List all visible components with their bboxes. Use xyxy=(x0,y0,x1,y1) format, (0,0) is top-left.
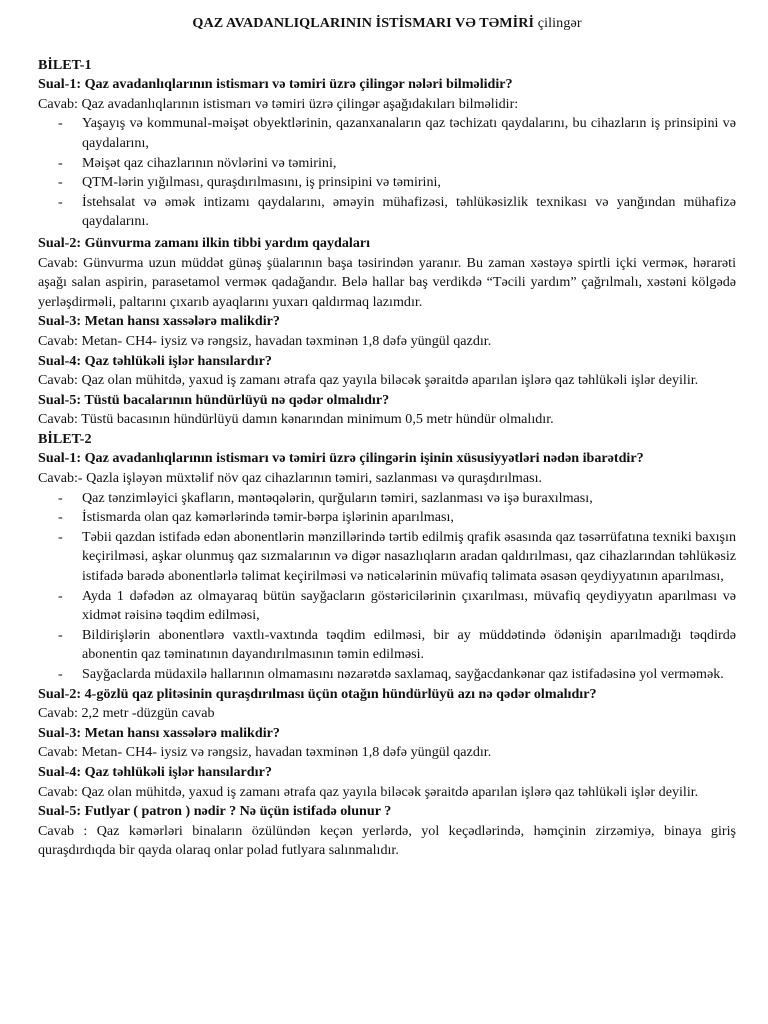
answer-list xyxy=(38,489,736,685)
answer: Cavab: Metan- CH4- iysiz və rəngsiz, havadan təxminən 1,8 dəfə yüngül qazdır. xyxy=(38,332,492,349)
list-item: - İstehsalat və əmək intizamı qaydalarını, əməyin mühafizəsi, təhlükəsizlik texnikası və yanğından mühafizə qaydalarını. xyxy=(82,193,736,232)
answer: Cavab : Qaz kəmərləri binaların özülündən keçən yerlərdə, yol keçədlərində, həmçinin zirzəmiyə, binaya giriş quraşdırdıqda bir qayda olaraq onlar polad futlyara salınmalıdır. xyxy=(38,822,736,859)
list-item: - Bildirişlərin abonentlərə vaxtlı-vaxtında təqdim edilməsi, bir ay müddətində ödənişin aparılmadığı təqdirdə abonentin qaz təminatının dayandırılmasının təmin edilməsi. xyxy=(82,626,736,665)
question: Sual-4: Qaz təhlükəli işlər hansılardır? xyxy=(38,352,272,369)
list-item: - Məişət qaz cihazlarının növlərini və təmirini, xyxy=(82,154,736,174)
answer: Cavab: Qaz avadanlıqlarının istismarı və təmiri üzrə çilingər aşağıdakıları bilməlidir: xyxy=(38,95,519,112)
ticket-1 xyxy=(38,56,736,430)
list-item: - İstismarda olan qaz kəmərlərində təmir-bərpa işlərinin aparılması, xyxy=(82,508,736,528)
ticket-label: BİLET-1 xyxy=(38,56,92,73)
answer: Cavab: Günvurma uzun müddət günəş şüalarının başa təsirindən yaranır. Bu zaman xəstəyə spirtli içki verməк, hərarəti aşağı salan aspirin, parasetamol verməк qadağandır. Belə hallar baş verdikdə “Təcili yardım” çağrılmalı, xəstəni kölgədə yerləşdirməli, paltarını çıxarıb ayaqlarını yuxarı qaldırmaq lazımdır. xyxy=(38,254,736,310)
question: Sual-3: Metan hansı xassələrə malikdir? xyxy=(38,724,280,741)
question: Sual-5: Tüstü bacalarının hündürlüyü nə qədər olmalıdır? xyxy=(38,391,390,408)
answer: Cavab: Qaz olan mühitdə, yaxud iş zamanı ətrafa qaz yayıla biləcək şəraitdə aparılan işlərə qaz təhlükəli işlər deyilir. xyxy=(38,372,699,389)
question: Sual-4: Qaz təhlükəli işlər hansılardır? xyxy=(38,763,272,780)
question: Sual-1: Qaz avadanlıqlarının istismarı və təmiri üzrə çilingər nələri bilməlidir? xyxy=(38,76,513,93)
question: Sual-5: Futlyar ( patron ) nədir ? Nə üçün istifadə olunur ? xyxy=(38,803,392,820)
question: Sual-1: Qaz avadanlıqlarının istismarı və təmiri üzrə çilingərin işinin xüsusiyyətləri nədən ibarətdir? xyxy=(38,450,644,467)
answer: Cavab: Tüstü bacasının hündürlüyü damın kənarından minimum 0,5 metr hündür olmalıdır. xyxy=(38,411,554,428)
list-item: - Sayğaclarda müdaxilə hallarının olmamasını nəzarətdə saxlamaq, sayğacdankənar qaz istifadəsinə yol verməmək. xyxy=(82,665,736,685)
answer: Cavab: Metan- CH4- iysiz və rəngsiz, havadan təxminən 1,8 dəfə yüngül qazdır. xyxy=(38,744,492,761)
list-item: - Ayda 1 dəfədən az olmayaraq bütün sayğacların göstəricilərinin çıxarılması, müvafiq qeydiyyatın aparılması və xidmət rəisinə təqdim edilməsi, xyxy=(82,587,736,626)
question: Sual-2: Günvurma zamanı ilkin tibbi yardım qaydaları xyxy=(38,234,371,251)
question: Sual-3: Metan hansı xassələrə malikdir? xyxy=(38,313,280,330)
ticket-label: BİLET-2 xyxy=(38,430,92,447)
title-main: QAZ AVADANLIQLARININ İSTİSMARI VƏ TƏMİRİ xyxy=(192,15,535,31)
list-item: - Qaz tənzimləyici şkafların, məntəqələrin, qurğuların təmiri, sazlanması və işə buraxılması, xyxy=(82,489,736,509)
list-item: - Yaşayış və kommunal-məişət obyektlərinin, qazanxanaların qaz təchizatı qaydalarını, bu cihazların iş prinsipini və qaydalarını, xyxy=(82,114,736,153)
list-item: - Təbii qazdan istifadə edən abonentlərin mənzillərində tərtib edilmiş qrafik əsasında qaz təsərrüfatına texniki baxışın keçirilməsi, aşkar olunmuş qaz sızmalarının və digər nasazlıqların aradan qaldırılması, qaz cihazlarından təhlükəsiz istifadə barədə abonentlərlə təlimat keçirilməsi və nəticələrinin müvafiq təlimata əsasən qeydiyyatının aparılması, xyxy=(82,528,736,587)
title-tail: çilingər xyxy=(537,15,582,31)
document-title xyxy=(38,14,736,34)
answer: Cavab:- Qazla işləyən müxtəlif növ qaz cihazlarının təmiri, sazlanması və quraşdırılması. xyxy=(38,470,543,487)
question: Sual-2: 4-gözlü qaz plitəsinin quraşdırılması üçün otağın hündürlüyü azı nə qədər olmalıdır? xyxy=(38,685,597,702)
answer-list xyxy=(38,114,736,232)
answer: Cavab: Qaz olan mühitdə, yaxud iş zamanı ətrafa qaz yayıla biləcək şəraitdə aparılan işlərə qaz təhlükəli işlər deyilir. xyxy=(38,783,699,800)
list-item: - QTM-lərin yığılması, quraşdırılmasını, iş prinsipini və təmirini, xyxy=(82,173,736,193)
ticket-2 xyxy=(38,430,736,861)
answer: Cavab: 2,2 metr -düzgün cavab xyxy=(38,705,215,722)
